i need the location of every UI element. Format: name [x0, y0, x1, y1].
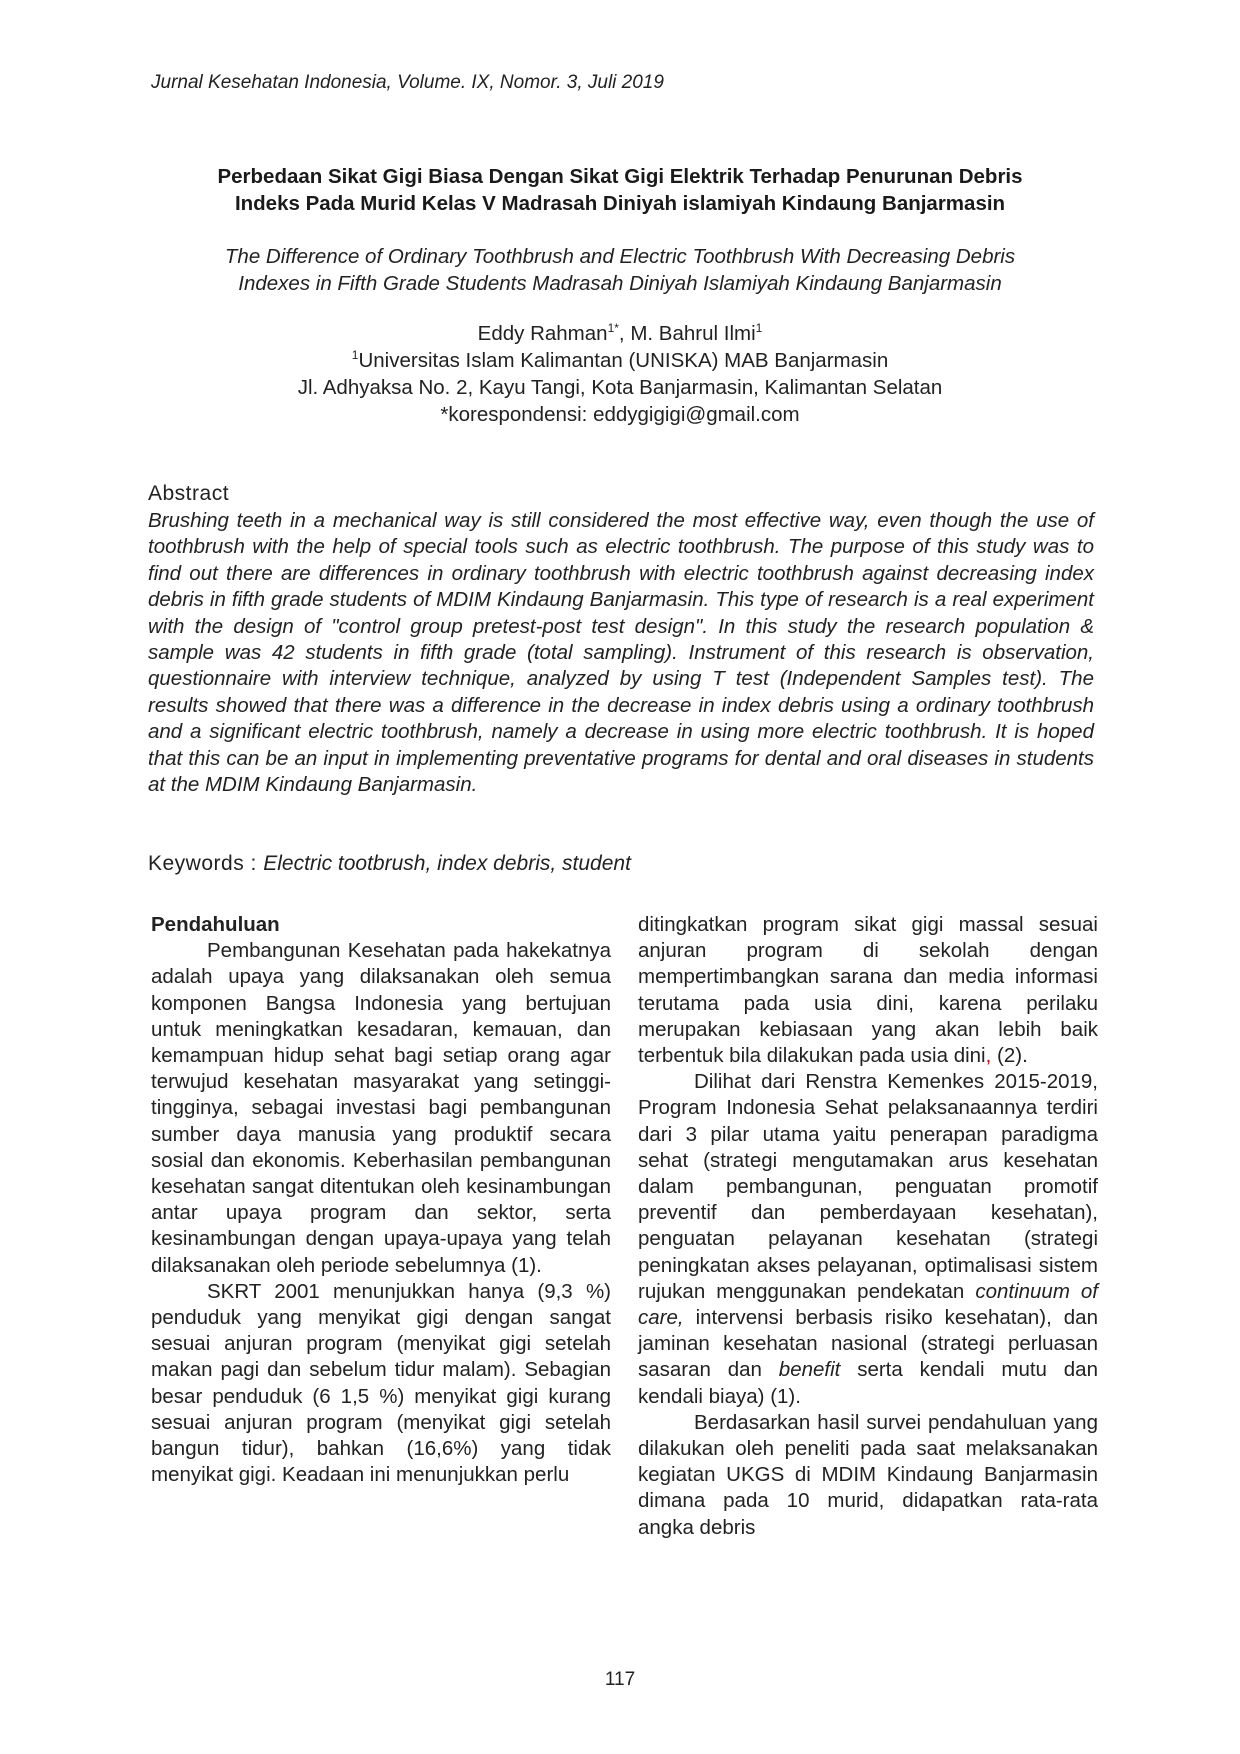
section-heading: Pendahuluan	[151, 913, 280, 936]
keywords	[148, 852, 631, 876]
english-title	[150, 243, 1090, 297]
keywords-value: Electric tootbrush, index debris, student	[263, 852, 631, 875]
title-line-2: Indeks Pada Murid Kelas V Madrasah Diniyah islamiyah Kindaung Banjarmasin	[234, 192, 1006, 215]
english-title-line-2: Indexes in Fifth Grade Students Madrasah Diniyah Islamiyah Kindaung Banjarmasin	[238, 272, 1002, 295]
keywords-label: Keywords :	[148, 852, 264, 875]
author-block	[150, 320, 1090, 428]
abstract-heading: Abstract	[148, 482, 230, 505]
title-line-1: Perbedaan Sikat Gigi Biasa Dengan Sikat Gigi Elektrik Terhadap Penurunan Debris	[217, 165, 1023, 188]
paragraph-text: intervensi berbasis risiko kesehatan), dan jaminan kesehatan nasional (strategi perluasan sasaran dan	[638, 1306, 1098, 1382]
paragraph-text: Dilihat dari Renstra Kemenkes 2015-2019, Program Indonesia Sehat pelaksanaannya terdiri dari 3 pilar utama yaitu penerapan paradigma sehat (strategi mengutamakan arus kesehatan dalam pembangunan, penguatan promotif preventif dan pemberdayaan kesehatan), penguatan pelayanan kesehatan (strategi peningkatan akses pelayanan, optimalisasi sistem rujukan menggunakan pendekatan	[638, 1070, 1098, 1303]
paragraph	[638, 912, 1098, 1069]
address: Jl. Adhyaksa No. 2, Kayu Tangi, Kota Banjarmasin, Kalimantan Selatan	[297, 376, 943, 399]
paragraph	[638, 1069, 1098, 1410]
paragraph-text: serta kendali mutu dan kendali biaya) (1).	[638, 1358, 1098, 1408]
abstract-body: Brushing teeth in a mechanical way is still considered the most effective way, even though the use of toothbrush with the help of special tools such as electric toothbrush. The purpose of this study was to find out there are differences in ordinary toothbrush with electric toothbrush against decreasing index debris in fifth grade students of MDIM Kindaung Banjarmasin. This type of research is a real experiment with the design of "control group pretest-post test design". In this study the research population & sample was 42 students in fifth grade (total sampling). Instrument of this research is observation, questionnaire with interview technique, analyzed by using T test (Independent Samples test). The results showed that there was a difference in the decrease in index debris using a ordinary toothbrush and a significant electric toothbrush, namely a decrease in using more electric toothbrush. It is hoped that this can be an input in implementing preventative programs for dental and oral diseases in students at the MDIM Kindaung Banjarmasin.	[148, 509, 1094, 797]
author-2-sup: 1	[755, 321, 763, 335]
right-column	[638, 912, 1098, 1541]
italic-term: benefit	[778, 1358, 841, 1382]
author-1: Eddy Rahman	[477, 322, 608, 345]
paper-title	[150, 163, 1090, 217]
page-number: 117	[604, 1669, 636, 1690]
paragraph: SKRT 2001 menunjukkan hanya (9,3 %) penduduk yang menyikat gigi dengan sangat sesuai anjuran program (menyikat gigi setelah makan pagi dan sebelum tidur malam). Sebagian besar penduduk (6 1,5 %) menyikat gigi kurang sesuai anjuran program (menyikat gigi setelah bangun tidur), bahkan (16,6%) yang tidak menyikat gigi. Keadaan ini menunjukkan perlu	[151, 1279, 611, 1487]
italic-term: continuum of care,	[638, 1279, 1099, 1330]
affiliation-sup: 1	[351, 348, 359, 362]
paragraph-text: ditingkatkan program sikat gigi massal sesuai anjuran program di sekolah dengan mempertimbangkan sarana dan media informasi terutama pada usia dini, karena perilaku merupakan kebiasaan yang akan lebih baik terbentuk bila dilakukan pada usia dini	[638, 913, 1098, 1068]
left-column	[151, 912, 611, 1488]
author-line	[150, 320, 1090, 347]
red-comma: ,	[985, 1044, 992, 1068]
author-1-sup: 1*	[607, 321, 619, 335]
paragraph: Berdasarkan hasil survei pendahuluan yang dilakukan oleh peneliti pada saat melaksanakan kegiatan UKGS di MDIM Kindaung Banjarmasin dimana pada 10 murid, didapatkan rata-rata angka debris	[638, 1410, 1098, 1539]
english-title-line-1: The Difference of Ordinary Toothbrush and Electric Toothbrush With Decreasing Debris	[224, 245, 1016, 268]
author-2: M. Bahrul Ilmi	[630, 322, 756, 345]
journal-header: Jurnal Kesehatan Indonesia, Volume. IX, Nomor. 3, Juli 2019	[151, 72, 664, 93]
citation: (2).	[991, 1044, 1028, 1068]
paragraph: Pembangunan Kesehatan pada hakekatnya adalah upaya yang dilaksanakan oleh semua komponen Bangsa Indonesia yang bertujuan untuk meningkatkan kesadaran, kemauan, dan kemampuan hidup sehat bagi setiap orang agar terwujud kesehatan masyarakat yang setinggi-tingginya, sebagai investasi bagi pembangunan sumber daya manusia yang produktif secara sosial dan ekonomis. Keberhasilan pembangunan kesehatan sangat ditentukan oleh kesinambungan antar upaya program dan sektor, serta kesinambungan dengan upaya-upaya yang telah dilaksanakan oleh periode sebelumnya (1).	[151, 939, 611, 1277]
affiliation-line	[150, 347, 1090, 374]
author-separator: ,	[618, 322, 631, 345]
affiliation: Universitas Islam Kalimantan (UNISKA) MAB Banjarmasin	[358, 349, 889, 372]
correspondence: *korespondensi: eddygigigi@gmail.com	[440, 403, 800, 426]
